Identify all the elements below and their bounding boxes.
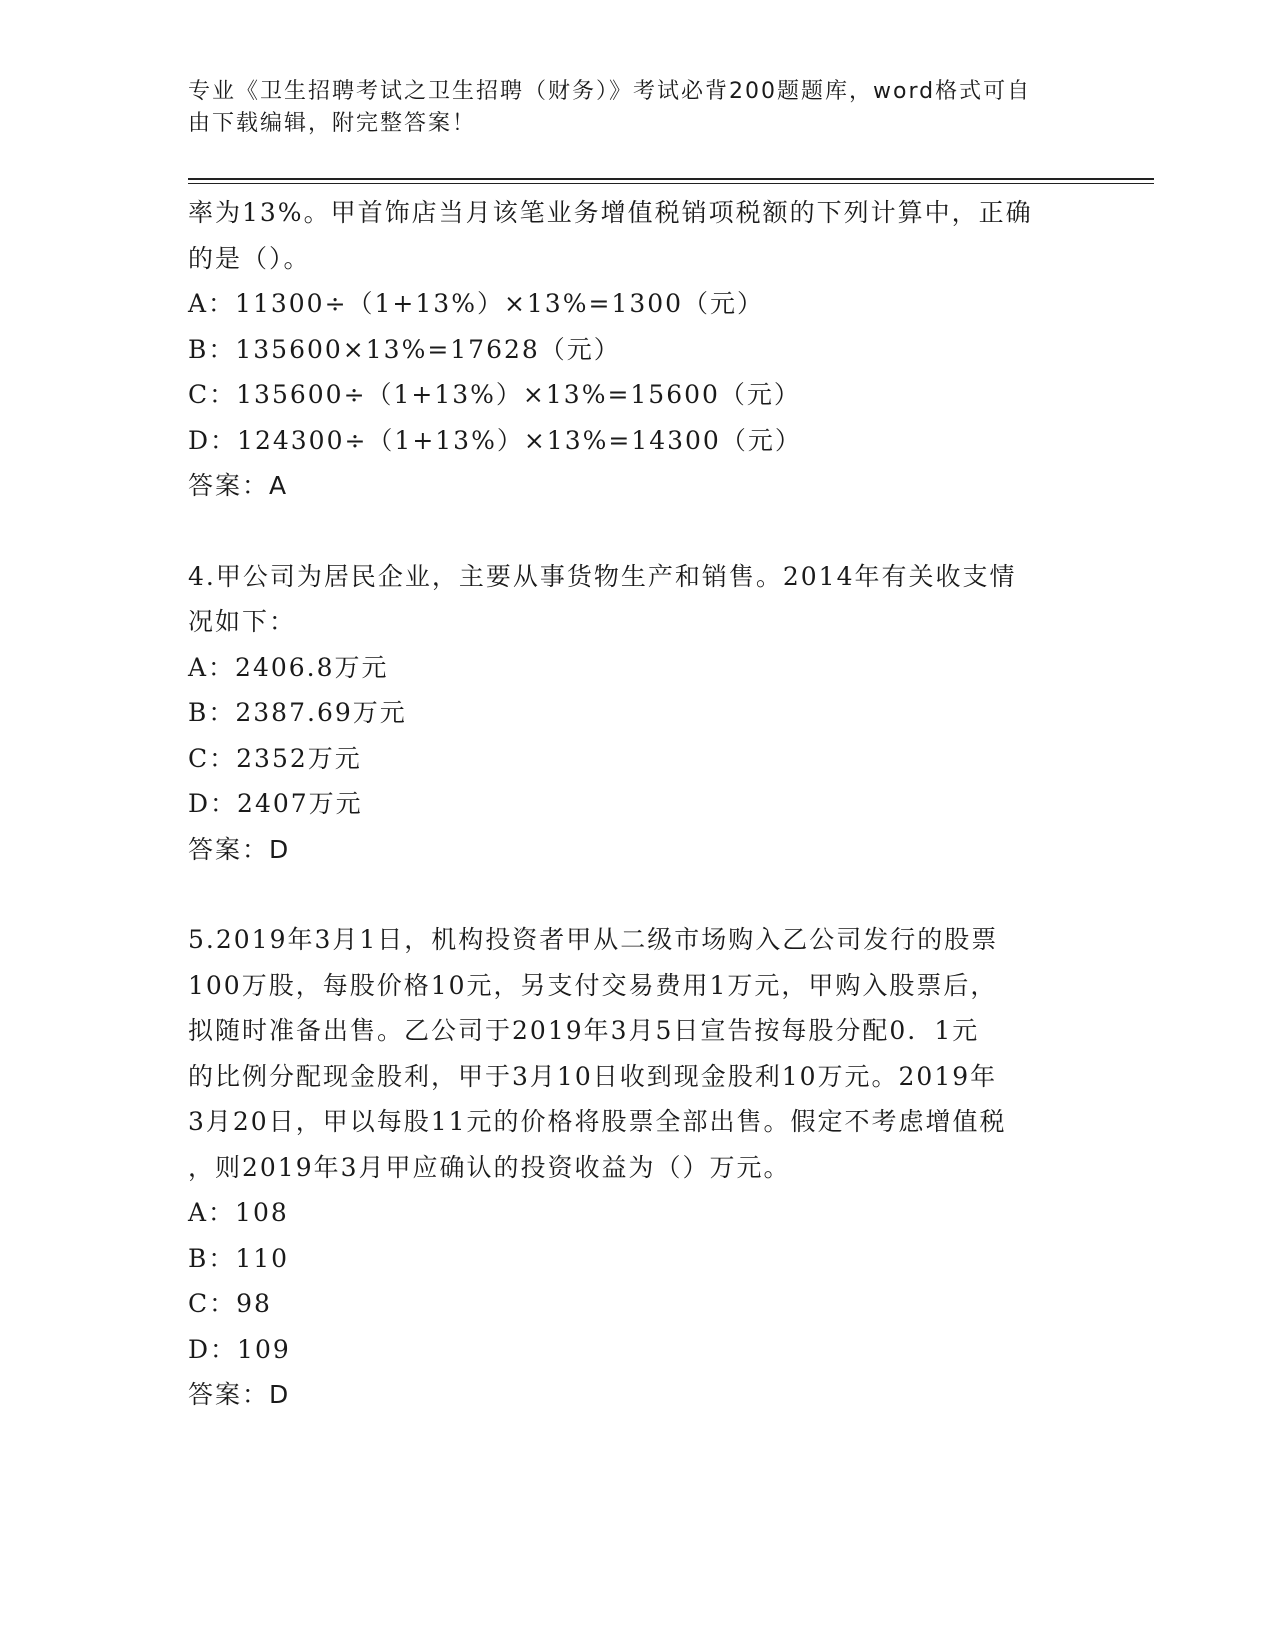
option-a: A：108: [188, 1198, 289, 1227]
option-c: C：135600÷（1+13%）×13%=15600（元）: [188, 380, 801, 409]
option-b: B：135600×13%=17628（元）: [188, 334, 621, 364]
header-title-line-1: 专业《卫生招聘考试之卫生招聘（财务）》考试必背200题题库，word格式可自: [188, 79, 1032, 104]
question-stem-line: 4.甲公司为居民企业，主要从事货物生产和销售。2014年有关收支情: [188, 561, 1017, 591]
option-d: D：109: [188, 1334, 291, 1364]
option-d: D：124300÷（1+13%）×13%=14300（元）: [188, 425, 802, 455]
header-divider-thick: [188, 178, 1154, 180]
question-3: [188, 190, 1088, 509]
question-5: [188, 917, 1088, 1418]
question-stem-line: ，则2019年3月甲应确认的投资收益为（）万元。: [188, 1152, 791, 1182]
option-c: C：98: [188, 1289, 272, 1318]
option-b: B：2387.69万元: [188, 698, 407, 727]
option-d: D：2407万元: [188, 789, 363, 818]
question-stem-line: 况如下：: [188, 607, 297, 636]
header-divider-thin: [188, 183, 1154, 184]
spacer: [188, 509, 1088, 554]
question-stem-line: 5.2019年3月1日，机构投资者甲从二级市场购入乙公司发行的股票: [188, 925, 999, 954]
question-stem-line: 100万股，每股价格10元，另支付交易费用1万元，甲购入股票后，: [188, 970, 998, 1000]
question-stem-line: 的比例分配现金股利，甲于3月10日收到现金股利10万元。2019年: [188, 1061, 998, 1091]
document-body: [188, 190, 1088, 1418]
question-stem-line: 3月20日，甲以每股11元的价格将股票全部出售。假定不考虑增值税: [188, 1107, 1007, 1136]
header-title-line-2: 由下载编辑，附完整答案！: [188, 111, 477, 136]
question-stem-line: 率为13%。甲首饰店当月该笔业务增值税销项税额的下列计算中，正确: [188, 198, 1033, 227]
answer-line: 答案：D: [188, 1380, 291, 1409]
spacer: [188, 872, 1088, 917]
question-stem-line: 的是（）。: [188, 243, 311, 273]
question-stem-line: 拟随时准备出售。乙公司于2019年3月5日宣告按每股分配0．1元: [188, 1016, 980, 1045]
answer-line: 答案：A: [188, 471, 289, 500]
answer-line: 答案：D: [188, 834, 291, 864]
question-4: [188, 554, 1088, 873]
document-header: [188, 76, 1078, 140]
option-b: B：110: [188, 1243, 290, 1273]
option-a: A：2406.8万元: [188, 652, 389, 682]
option-a: A：11300÷（1+13%）×13%=1300（元）: [188, 289, 765, 318]
option-c: C：2352万元: [188, 743, 362, 773]
